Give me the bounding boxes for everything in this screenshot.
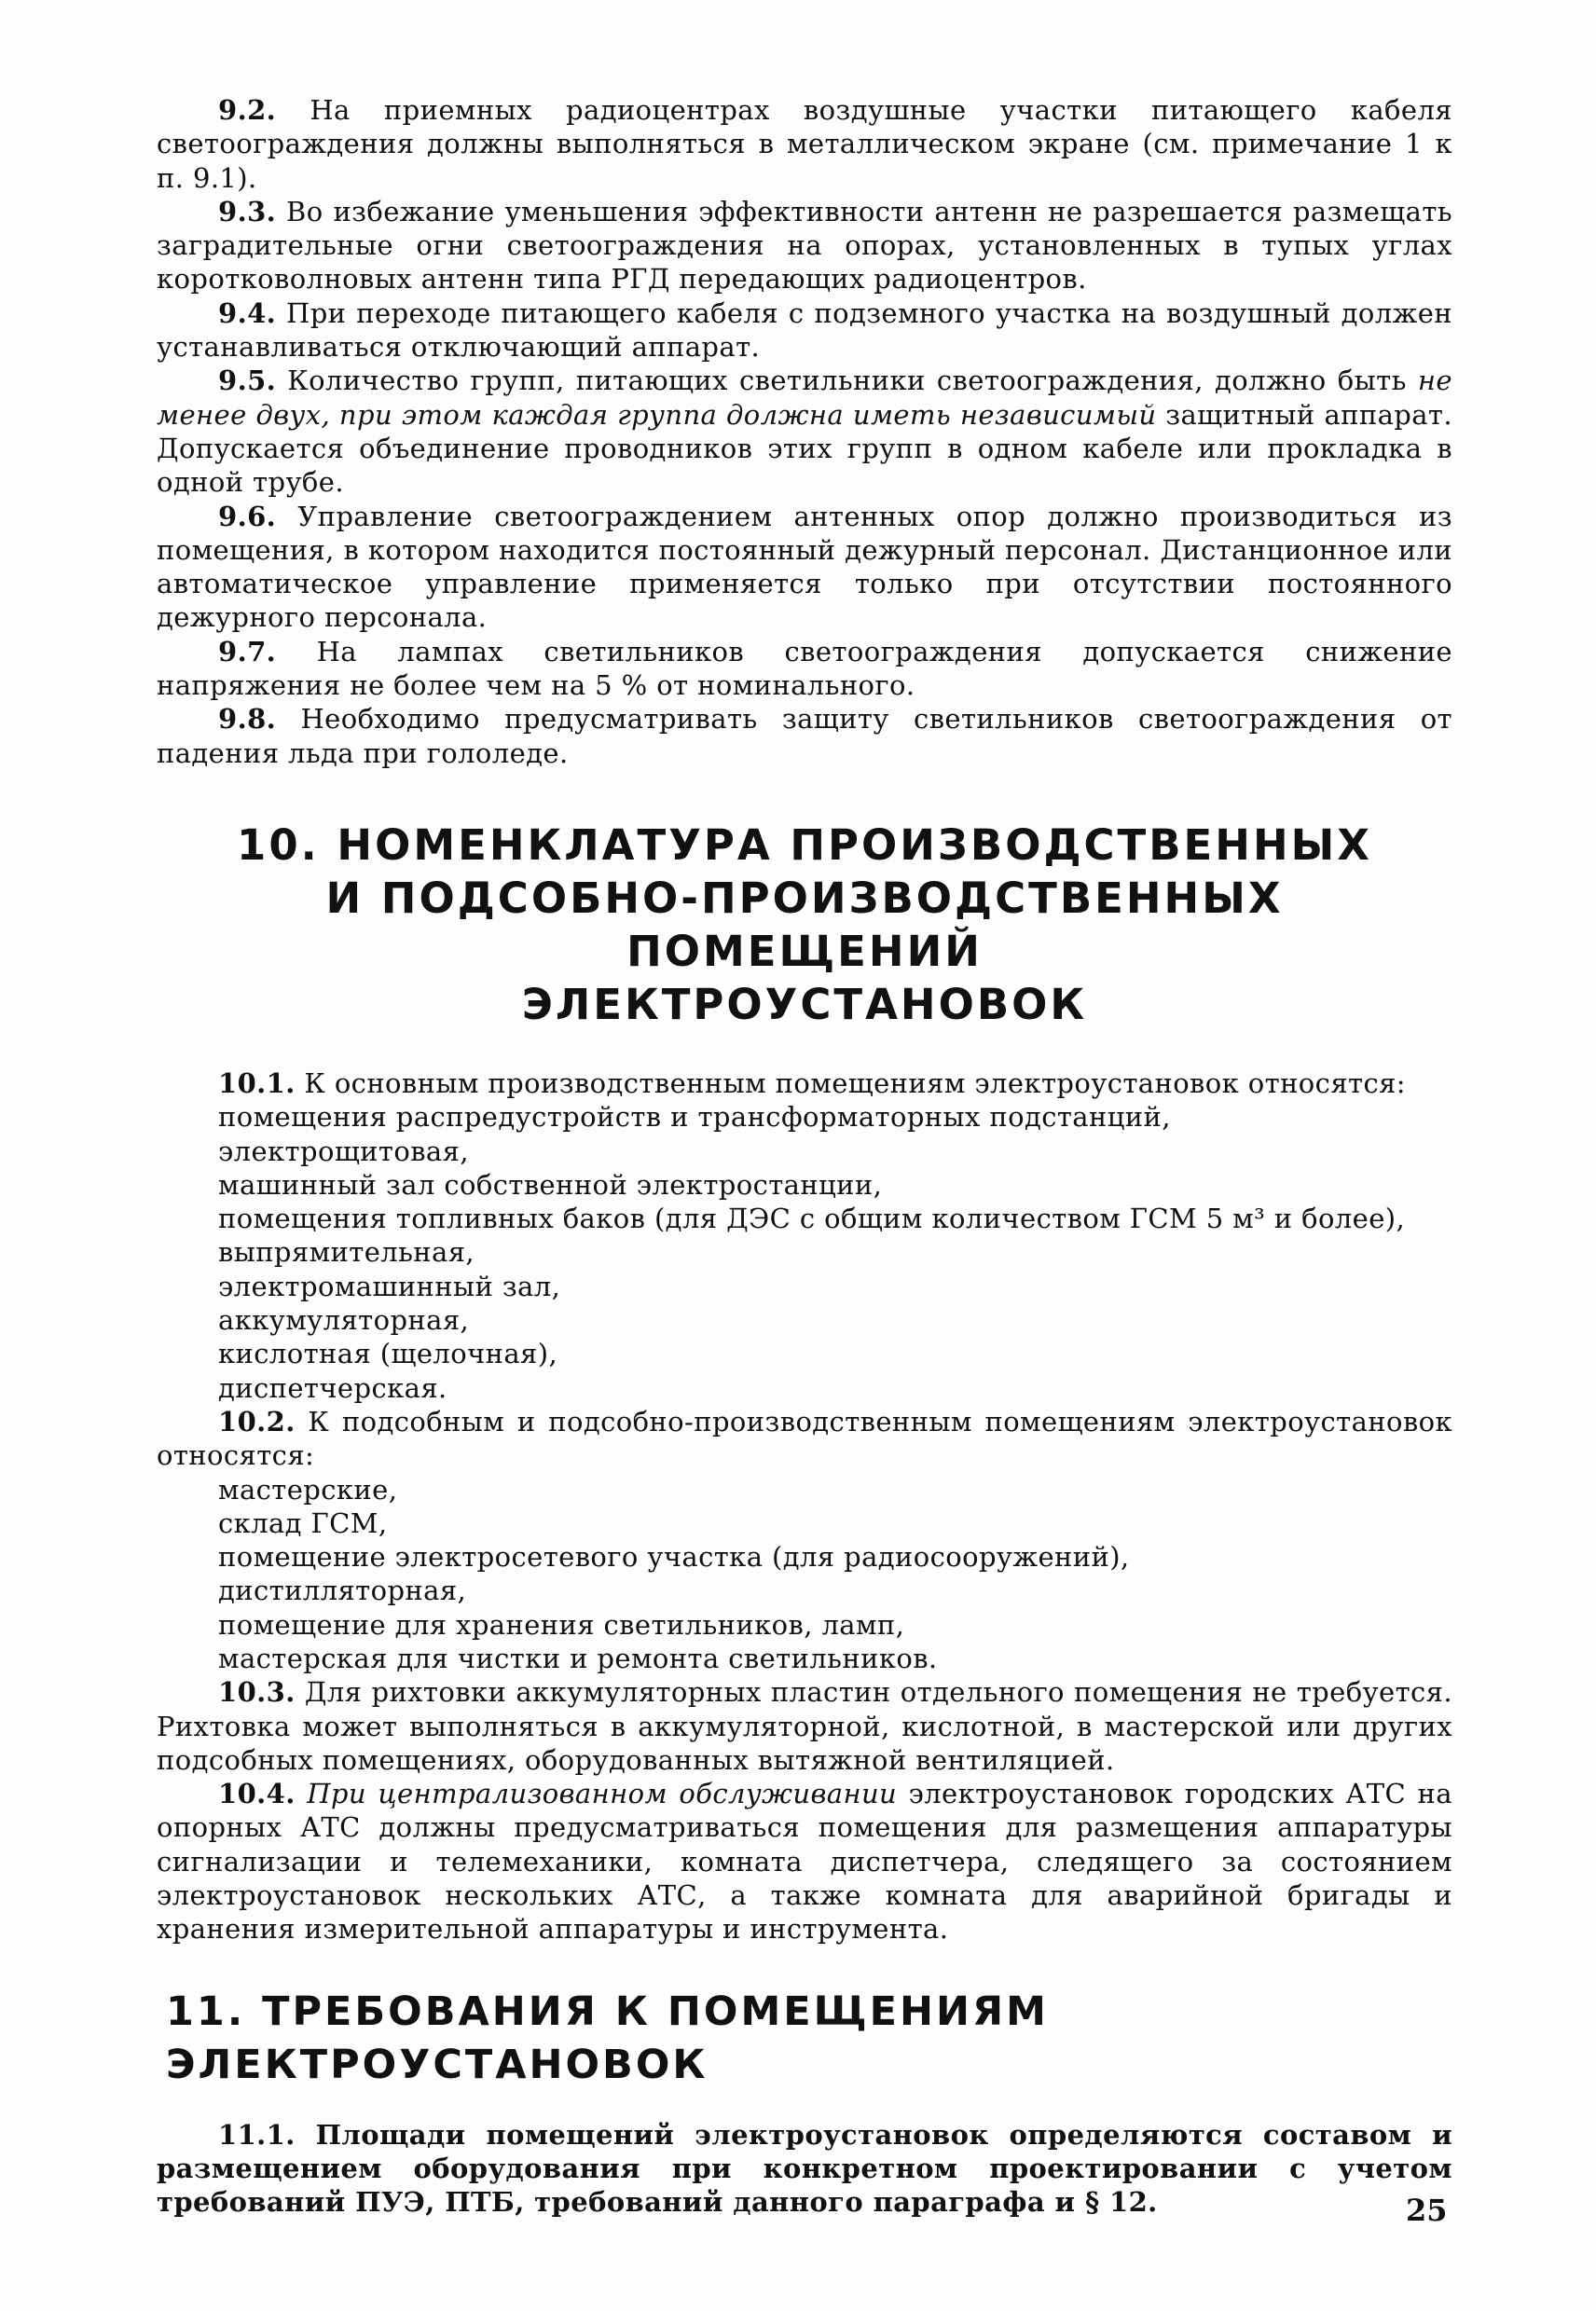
list-item: электромашинный зал, <box>218 1270 561 1302</box>
paragraph-number: 9.3. <box>218 195 277 227</box>
paragraph-number: 9.8. <box>218 703 277 736</box>
paragraph-number: 10.1. <box>218 1066 296 1099</box>
list-item: дистилляторная, <box>218 1575 467 1607</box>
list-item: диспетчерская. <box>218 1371 447 1404</box>
section-11-heading: 11. ТРЕБОВАНИЯ К ПОМЕЩЕНИЯМ ЭЛЕКТРОУСТАНОВОК <box>166 1988 1049 2088</box>
paragraph-9-2 <box>157 93 1452 195</box>
paragraph-10-4 <box>157 1777 1452 1946</box>
paragraph-text: электроустановок городских АТС на опорных АТС должны предусматриваться помещения для размещения аппаратуры сигнализации и телемеханики, комната диспетчера, следящего за состоянием электроустановок нескольких АТС, а также комната для аварийной бригады и хранения измерительной аппаратуры и инструмента. <box>157 1778 1452 1946</box>
paragraph-text: Площади помещений электроустановок определяются составом и размещением оборудования при конкретном проектировании с учетом требований ПУЭ, ПТБ, требований данного параграфа и § 12. <box>157 2118 1453 2219</box>
list-item: помещения распредустройств и трансформаторных подстанций, <box>218 1101 1171 1134</box>
paragraph-9-5 <box>157 364 1452 499</box>
list-item: склад ГСМ, <box>218 1506 388 1539</box>
paragraph-number: 11.1. <box>218 2118 296 2151</box>
paragraph-number: 10.4. <box>218 1778 296 1810</box>
list-item: машинный зал собственной электростанции, <box>218 1168 883 1201</box>
paragraph-number: 9.5. <box>218 365 277 397</box>
list-item: аккумуляторная, <box>218 1304 470 1337</box>
list-10-1 <box>157 1100 1452 1405</box>
list-10-2 <box>157 1473 1452 1676</box>
list-item: мастерская для чистки и ремонта светильников. <box>218 1642 938 1674</box>
paragraph-10-3 <box>157 1675 1452 1777</box>
list-item: выпрямительная, <box>218 1236 475 1269</box>
list-item: мастерские, <box>218 1473 398 1506</box>
paragraph-text: На приемных радиоцентрах воздушные участки питающего кабеля светоограждения должны выполняться в металлическом экране (см. примечание 1 к п. 9.1). <box>157 94 1452 194</box>
paragraph-text: Количество групп, питающих светильники светоограждения, должно быть <box>287 365 1418 397</box>
heading-line: 10. НОМЕНКЛАТУРА ПРОИЗВОДСТВЕННЫХ <box>237 819 1372 870</box>
paragraph-text: К подсобным и подсобно-производственным помещениям электроустановок относятся: <box>157 1405 1452 1472</box>
paragraph-text: Для рихтовки аккумуляторных пластин отдельного помещения не требуется. Рихтовка может выполняться в аккумуляторной, кислотной, в мастерской или других подсобных помещениях, оборудованных вытяжной вентиляцией. <box>157 1676 1452 1776</box>
list-item: помещение электросетевого участка (для радиосооружений), <box>218 1541 1130 1574</box>
paragraph-9-6 <box>157 500 1452 635</box>
paragraph-number: 9.4. <box>218 296 277 329</box>
paragraph-text: Необходимо предусматривать защиту светильников светоограждения от падения льда при гололеде. <box>157 703 1452 769</box>
paragraph-number: 9.7. <box>218 635 277 667</box>
paragraph-text: К основным производственным помещениям электроустановок относятся: <box>304 1066 1406 1099</box>
paragraph-text: Управление светоограждением антенных опор должно производиться из помещения, в котором находится постоянный дежурный персонал. Дистанционное или автоматическое управление применяется только при отсутствии постоянного дежурного персонала. <box>157 500 1452 634</box>
list-item: кислотная (щелочная), <box>218 1338 558 1370</box>
paragraph-11-1 <box>157 2118 1452 2220</box>
paragraph-10-1 <box>157 1066 1452 1100</box>
paragraph-number: 10.2. <box>218 1405 296 1437</box>
list-item: помещения топливных баков (для ДЭС с общим количеством ГСМ 5 м³ и более), <box>218 1203 1406 1235</box>
text-column <box>157 93 1452 2220</box>
heading-line: И ПОДСОБНО-ПРОИЗВОДСТВЕННЫХ ПОМЕЩЕНИЙ <box>325 873 1284 976</box>
paragraph-text-italic: При централизованном обслуживании <box>307 1778 898 1810</box>
page-number: 25 <box>1406 2193 1448 2228</box>
paragraph-text: защитный аппарат. Допускается объединение проводников этих групп в одном кабеле или прокладка в одной трубе. <box>157 398 1452 499</box>
paragraph-text: На лампах светильников светоограждения допускается снижение напряжения не более чем на 5 % от номинального. <box>157 635 1452 702</box>
list-item: электрощитовая, <box>218 1135 469 1167</box>
paragraph-9-4 <box>157 296 1452 365</box>
heading-line: ЭЛЕКТРОУСТАНОВОК <box>521 979 1088 1029</box>
list-item: помещение для хранения светильников, ламп, <box>218 1608 905 1641</box>
paragraph-9-3 <box>157 195 1452 296</box>
paragraph-number: 9.6. <box>218 500 277 532</box>
paragraph-text-italic: не менее двух, при этом каждая группа должна иметь независимый <box>157 365 1452 431</box>
paragraph-number: 9.2. <box>218 94 277 126</box>
section-10-heading <box>157 818 1452 1031</box>
paragraph-10-2 <box>157 1405 1452 1473</box>
paragraph-number: 10.3. <box>218 1676 296 1709</box>
paragraph-text: Во избежание уменьшения эффективности антенн не разрешается размещать заградительные огни светоограждения на опорах, установленных в тупых углах коротковолновых антенн типа РГД передающих радиоцентров. <box>157 195 1452 296</box>
paragraph-9-8 <box>157 702 1452 770</box>
paragraph-text: При переходе питающего кабеля с подземного участка на воздушный должен устанавливаться отключающий аппарат. <box>157 296 1452 364</box>
paragraph-9-7 <box>157 635 1452 703</box>
